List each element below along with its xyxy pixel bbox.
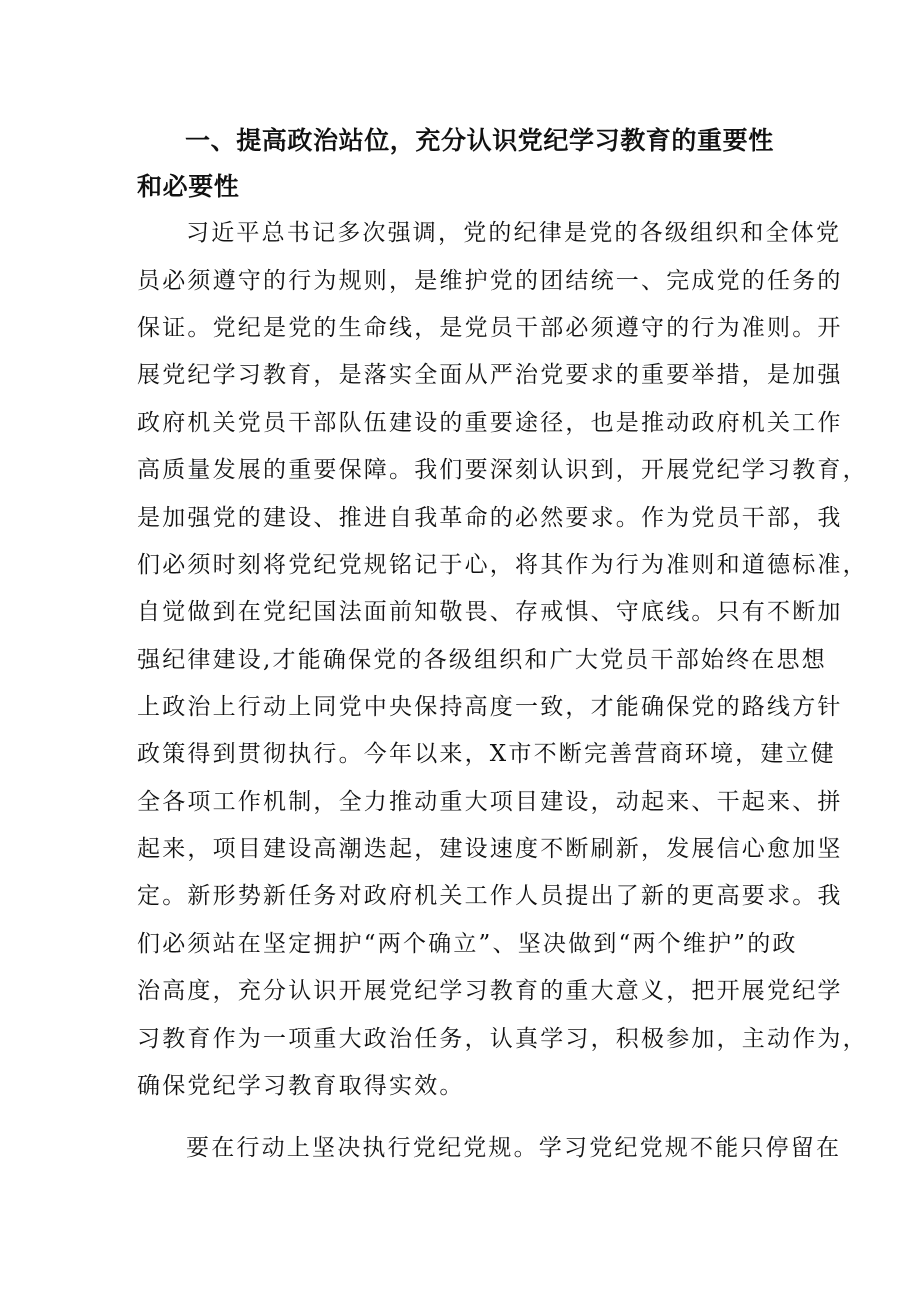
text-line: 确保党纪学习教育取得实效。 [137, 1073, 465, 1099]
text-line: 全各项工作机制，全力推动重大项目建设，动起来、干起来、拼 [137, 789, 843, 815]
text-line: 强纪律建设,才能确保党的各级组织和广大党员干部始终在思想 [137, 647, 827, 673]
text-line: 展党纪学习教育，是落实全面从严治党要求的重要举措，是加强 [137, 362, 843, 388]
text-line: 要在行动上坚决执行党纪党规。学习党纪党规不能只停留在 [186, 1135, 842, 1161]
text-line: 员必须遵守的行为规则，是维护党的团结统一、完成党的任务的 [137, 268, 843, 294]
text-line: 上政治上行动上同党中央保持高度一致，才能确保党的路线方针 [137, 694, 843, 720]
text-line: 自觉做到在党纪国法面前知敬畏、存戒惧、守底线。只有不断加 [137, 599, 843, 625]
text-line: 起来，项目建设高潮迭起，建设速度不断刷新，发展信心愈加坚 [137, 836, 843, 862]
text-line: 政府机关党员干部队伍建设的重要途径，也是推动政府机关工作 [137, 410, 843, 436]
text-line: 保证。党纪是党的生命线，是党员干部必须遵守的行为准则。开 [137, 315, 843, 341]
text-line: 习教育作为一项重大政治任务，认真学习，积极参加，主动作为， [137, 1026, 868, 1052]
text-line: 定。新形势新任务对政府机关工作人员提出了新的更高要求。我 [137, 883, 843, 909]
text-line: 是加强党的建设、推进自我革命的必然要求。作为党员干部，我 [137, 505, 843, 531]
text-line: 习近平总书记多次强调，党的纪律是党的各级组织和全体党 [186, 220, 842, 246]
text-line: 治高度，充分认识开展党纪学习教育的重大意义，把开展党纪学 [137, 978, 843, 1004]
text-line: 们必须站在坚定拥护“两个确立”、坚决做到“两个维护”的政 [137, 931, 798, 957]
text-line: 们必须时刻将党纪党规铭记于心，将其作为行为准则和道德标准， [137, 552, 868, 578]
text-line: 政策得到贯彻执行。今年以来，X市不断完善营商环境，建立健 [137, 741, 836, 767]
text-line: 高质量发展的重要保障。我们要深刻认识到，开展党纪学习教育， [137, 457, 868, 483]
section-heading: 一、提高政治站位，充分认识党纪学习教育的重要性和必要性 [137, 126, 774, 201]
